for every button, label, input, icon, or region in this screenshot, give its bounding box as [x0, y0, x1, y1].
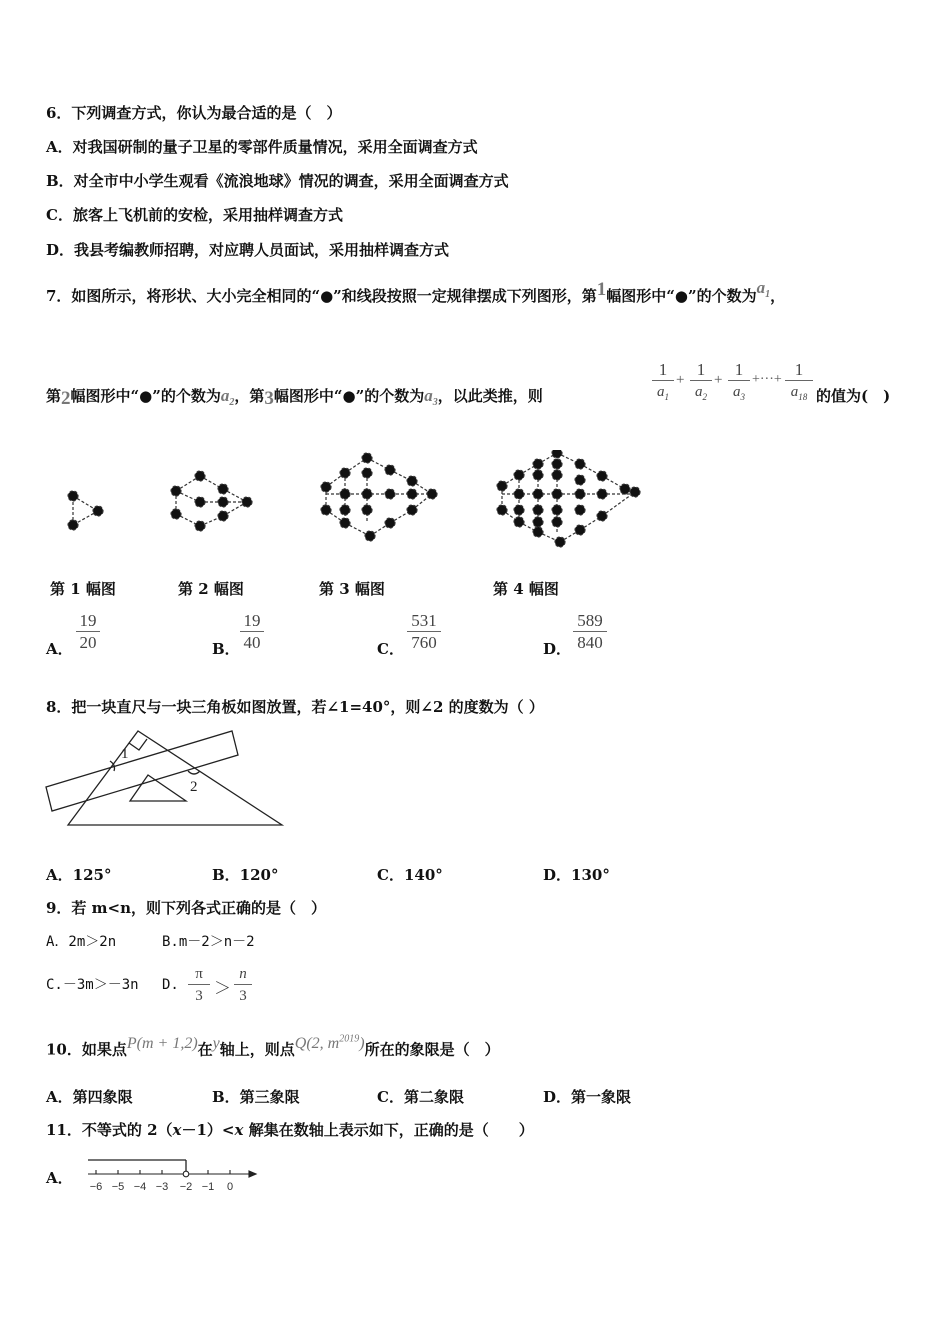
q7-sum-term-2: 1 $a_2$ — [690, 360, 712, 408]
q10-option-b[interactable]: B．第三象限 — [212, 1088, 300, 1106]
q9-d-right-fraction: n 3 — [234, 964, 252, 1007]
tick-label: −5 — [111, 1181, 125, 1193]
axis-arrow — [249, 1171, 256, 1177]
q8-angle-1-label: 1 — [121, 746, 129, 762]
q7-a1-sub: 1 — [765, 289, 771, 300]
q7-a2-sub: 2 — [229, 397, 235, 408]
q7-dots: +···+ — [752, 372, 782, 387]
figure-3-dots — [321, 453, 437, 541]
q7-comma: ， — [770, 287, 786, 305]
q7-option-c-fraction: 531 760 — [407, 611, 441, 654]
q7-plus-2: + — [714, 372, 723, 388]
q8-option-d[interactable]: D．130° — [543, 866, 610, 884]
q8-option-b[interactable]: B．120° — [212, 866, 279, 884]
angle-2-arc — [188, 771, 200, 774]
q7-sum-expression — [652, 360, 817, 410]
q6-option-c[interactable]: C．旅客上飞机前的安检，采用抽样调查方式 — [46, 206, 343, 224]
q7-option-b-fraction: 19 40 — [240, 611, 264, 654]
q10-mid2: 轴上，则点 — [219, 1040, 295, 1059]
q9-d-left-fraction: π 3 — [188, 964, 210, 1007]
q7-n2: 2 — [61, 388, 71, 409]
q7-caption-2: 第 2 幅图 — [178, 580, 244, 598]
q9-option-d-label[interactable]: D. — [162, 977, 179, 993]
q7-text-2b: 幅图形中“●”的个数为 — [70, 387, 221, 405]
q7-value-suffix: 的值为( ) — [816, 387, 891, 405]
q9-option-c[interactable]: C.－3m＞－3n — [46, 977, 139, 993]
q7-caption-4: 第 4 幅图 — [493, 580, 559, 598]
q7-a3-sub: 3 — [432, 397, 438, 408]
q8-option-a[interactable]: A．125° — [46, 866, 112, 884]
q10-post: 所在的象限是（ ） — [364, 1040, 500, 1059]
q10-stem — [46, 1036, 500, 1060]
q7-a3: a — [424, 386, 433, 405]
q7-option-a-label: A． — [46, 640, 73, 658]
q9-option-a[interactable]: A．2m＞2n — [46, 934, 117, 950]
q9-stem: 9．若 m<n，则下列各式正确的是（ ） — [46, 899, 327, 917]
q7-a1: a — [756, 278, 766, 297]
q8-ruler-triangle-figure — [40, 725, 290, 830]
right-angle-mark — [129, 739, 147, 750]
q7-stem-line1 — [46, 278, 786, 309]
q8-option-c[interactable]: C．140° — [377, 866, 443, 884]
q10-mid1: 在 — [197, 1040, 213, 1059]
q7-text-1b: 幅图形中“●”的个数为 — [606, 287, 757, 305]
q7-stem-line2 — [46, 386, 543, 409]
q7-option-d-fraction: 589 840 — [573, 611, 607, 654]
q7-n1: 1 — [596, 279, 607, 300]
figure-1-dots — [68, 491, 103, 530]
q10-option-c[interactable]: C．第二象限 — [377, 1088, 464, 1106]
tick-marks — [96, 1170, 230, 1174]
q11-stem: 11．不等式的 2（x－1）<x 解集在数轴上表示如下，正确的是（ ） — [46, 1121, 534, 1139]
q7-sum-term-18: 1 $a_{18}$ — [785, 360, 813, 408]
tick-label: 0 — [226, 1181, 234, 1193]
q11-number-line — [84, 1154, 259, 1196]
tick-label: −2 — [179, 1181, 193, 1193]
tick-label: −1 — [201, 1181, 215, 1193]
q10-option-a[interactable]: A．第四象限 — [46, 1088, 133, 1106]
q6-stem: 6．下列调查方式，你认为最合适的是（ ） — [46, 104, 342, 122]
q9-option-b[interactable]: B.m－2＞n－2 — [162, 934, 255, 950]
q7-caption-3: 第 3 幅图 — [319, 580, 385, 598]
q9-option-d-expression — [188, 964, 258, 1010]
tick-label: −4 — [133, 1181, 147, 1193]
figure-4-dots — [497, 450, 640, 547]
q6-option-b[interactable]: B．对全市中小学生观看《流浪地球》情况的调查，采用全面调查方式 — [46, 172, 509, 190]
q9-d-greater: ＞ — [214, 979, 231, 998]
q7-option-d-label: D． — [543, 640, 572, 658]
q7-caption-1: 第 1 幅图 — [50, 580, 116, 598]
figure-2-dots — [171, 471, 252, 531]
open-endpoint — [183, 1171, 189, 1177]
q10-pre: 10．如果点 — [46, 1040, 127, 1059]
q7-a2: a — [220, 386, 230, 405]
q6-option-d[interactable]: D．我县考编教师招聘，对应聘人员面试，采用抽样调查方式 — [46, 241, 450, 259]
q7-sum-term-3: 1 $a_3$ — [728, 360, 750, 408]
q10-point-p: P(m + 1,2) — [126, 1035, 198, 1053]
q7-option-b-label: B． — [212, 640, 240, 658]
q7-text-2a: 第 — [46, 387, 62, 405]
q7-text-2c: ，第 — [234, 387, 265, 405]
q10-point-q: Q(2, $m^{2019}$) — [294, 1034, 365, 1053]
q10-option-d[interactable]: D．第一象限 — [543, 1088, 632, 1106]
tick-label: −6 — [89, 1181, 103, 1193]
tick-label: −3 — [155, 1181, 169, 1193]
q11-option-a-label[interactable]: A． — [46, 1169, 73, 1187]
q7-text-2d: 幅图形中“●”的个数为 — [273, 387, 425, 405]
q8-stem: 8．把一块直尺与一块三角板如图放置，若∠1=40°，则∠2 的度数为（ ） — [46, 698, 544, 716]
q6-option-a[interactable]: A．对我国研制的量子卫星的零部件质量情况，采用全面调查方式 — [46, 138, 478, 156]
q7-sum-term-1: 1 $a_1$ — [652, 360, 674, 408]
q10-y-axis: y — [212, 1035, 220, 1053]
q7-plus-1: + — [676, 372, 685, 388]
q8-angle-2-label: 2 — [190, 779, 198, 795]
q7-option-a-fraction: 19 20 — [76, 611, 100, 654]
q7-text-1a: 7．如图所示，将形状、大小完全相同的“●”和线段按照一定规律摆成下列图形，第 — [46, 287, 597, 305]
q7-n3: 3 — [264, 388, 274, 409]
q7-text-2e: ，以此类推，则 — [437, 387, 543, 405]
q7-option-c-label: C． — [377, 640, 404, 658]
triangle-outer — [68, 731, 282, 825]
q7-dot-figures — [40, 450, 660, 560]
ruler — [46, 731, 238, 811]
